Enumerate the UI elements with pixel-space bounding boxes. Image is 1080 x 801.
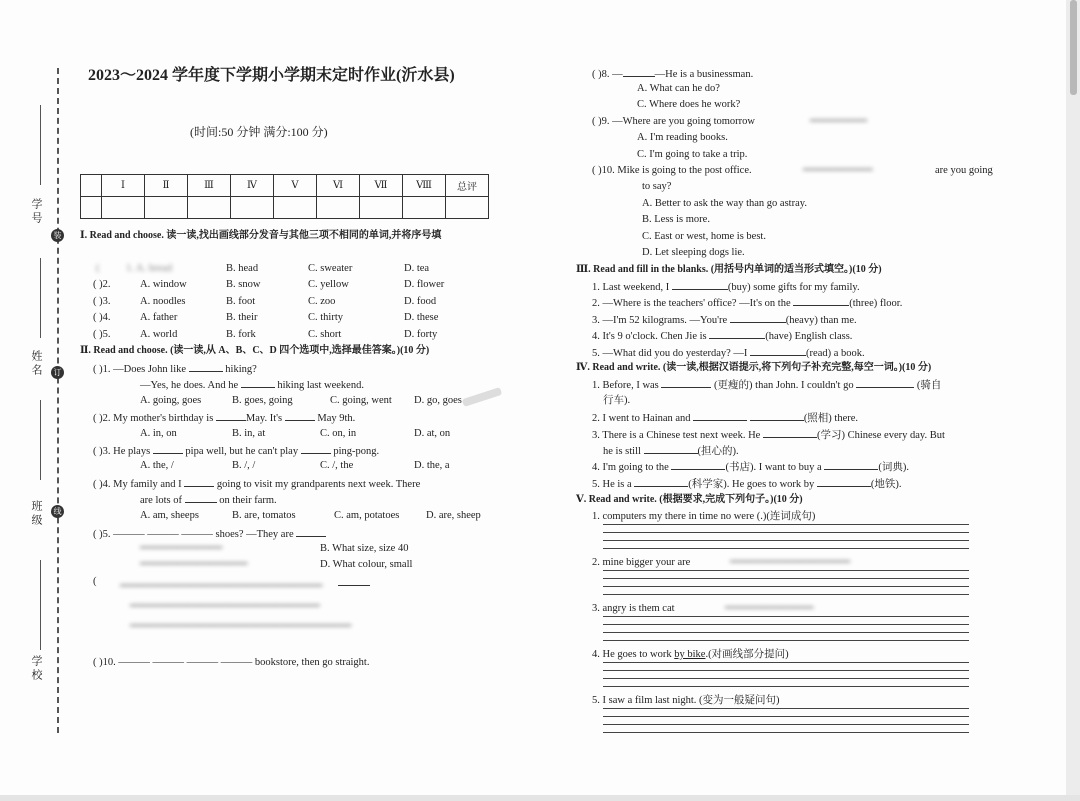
fill-line-1: [592, 279, 860, 294]
write-text: (学习) Chinese every day. But: [816, 430, 945, 441]
score-cell: [446, 197, 489, 219]
section-5-header: Ⅴ. Read and write. (根据要求,完成下列句子。)(10 分): [576, 494, 803, 505]
write-text: (骑自: [916, 380, 942, 391]
option-c: C. Where does he work?: [637, 99, 741, 110]
option-a: A. world: [140, 329, 178, 340]
write-line-5: [592, 476, 902, 491]
answer-line[interactable]: [603, 716, 969, 717]
answer-line[interactable]: [603, 532, 969, 533]
write-line-4: [592, 459, 909, 474]
score-cell: [403, 197, 446, 219]
option-d: D. Let sleeping dogs lie.: [642, 247, 745, 258]
answer-line[interactable]: [603, 686, 969, 687]
margin-label-school: 学 校: [30, 655, 42, 680]
question-10: ( )10. Mike is going to the post office.: [592, 165, 752, 176]
write-text: 1. Before, I was: [592, 380, 659, 391]
option-a: A. window: [140, 279, 187, 290]
scrollbar-thumb[interactable]: [1070, 0, 1077, 95]
option-a: A. am, sheeps: [140, 510, 199, 521]
score-cell: [317, 197, 360, 219]
fill-text: (buy) some gifts for my family.: [727, 282, 860, 293]
option-b: B. head: [226, 263, 259, 274]
option-c: C. zoo: [308, 296, 336, 307]
margin-label-class: 班 级: [30, 500, 42, 525]
option-c: C. East or west, home is best.: [642, 231, 766, 242]
q2-text: May 9th.: [317, 413, 356, 424]
score-cell: [231, 197, 274, 219]
option-b: B. foot: [226, 296, 256, 307]
question-10-left: ( )10. ——— ——— ——— ——— bookstore, then go straight.: [93, 657, 370, 668]
score-cell: [274, 197, 317, 219]
score-header: Ⅳ: [231, 175, 274, 197]
question-10-blurred: ━━━━━━━━━━━: [803, 165, 873, 176]
question-2: [93, 410, 355, 425]
q3-text: ping-pong.: [333, 446, 380, 457]
write-text: 3. There is a Chinese test next week. He: [592, 430, 761, 441]
option-b: B. their: [226, 312, 258, 323]
answer-blank[interactable]: [709, 328, 765, 339]
write-line-3b: [603, 443, 739, 458]
score-cell: [145, 197, 188, 219]
option-a: A. going, goes: [140, 395, 202, 406]
score-header: Ⅶ: [360, 175, 403, 197]
rewrite-prompt-2-blurred: ━━━━━━━━━━━━━━━━━━━: [730, 557, 851, 568]
option-c: C. I'm going to take a trip.: [637, 149, 748, 160]
rewrite-text: 4. He goes to work: [592, 649, 672, 660]
binding-mark: 线: [51, 505, 64, 518]
score-header: Ⅴ: [274, 175, 317, 197]
margin-rule: [40, 105, 41, 185]
margin-rule: [40, 258, 41, 338]
answer-line[interactable]: [603, 624, 969, 625]
option-a-blurred: ━━━━━━━━━━━━━: [140, 543, 223, 554]
question-10-tail: are you going: [935, 165, 993, 176]
question-6-blurred: ━━━━━━━━━━━━━━━━━━━━━━━━━━━━━━━━: [120, 581, 323, 592]
answer-line[interactable]: [603, 662, 969, 663]
option-b: B. are, tomatos: [232, 510, 296, 521]
section-4-header: Ⅳ. Read and write. (读一读,根据汉语提示,将下列句子补充完整,每空一词。)(10 分): [576, 362, 932, 373]
write-line-1: [592, 377, 941, 392]
option-d: D. forty: [404, 329, 438, 340]
q1-text: ( )1. —Does John like: [93, 364, 187, 375]
binding-mark: 订: [51, 366, 64, 379]
question-prefix: ( )5.: [93, 329, 111, 340]
answer-blank[interactable]: [750, 410, 804, 421]
binding-line: [57, 68, 59, 733]
fill-text: 3. —I'm 52 kilograms. —You're: [592, 315, 728, 326]
answer-line[interactable]: [603, 548, 969, 549]
question-1: [93, 361, 257, 376]
q2-text: May. It's: [245, 413, 283, 424]
answer-line[interactable]: [603, 670, 969, 671]
answer-blank[interactable]: [693, 410, 747, 421]
answer-blank[interactable]: [793, 295, 849, 306]
answer-blank[interactable]: [285, 410, 315, 421]
scrollbar[interactable]: [1066, 0, 1080, 801]
score-corner: [81, 175, 102, 197]
write-text: (更瘦的) than John. I couldn't go: [714, 380, 854, 391]
rewrite-prompt-4: [592, 648, 789, 661]
q8-text: ( )8. —: [592, 69, 623, 80]
underlined-phrase: by bike: [674, 649, 706, 660]
option-d: D. tea: [404, 263, 430, 274]
option-c-blurred: ━━━━━━━━━━━━━━━━━: [140, 559, 248, 570]
question-prefix: ( )4.: [93, 312, 111, 323]
q1-text: hiking?: [225, 364, 257, 375]
answer-blank[interactable]: [671, 459, 725, 470]
answer-line[interactable]: [603, 678, 969, 679]
write-text: 4. I'm going to the: [592, 462, 669, 473]
option-d: D. are, sheep: [426, 510, 481, 521]
section-2-header: Ⅱ. Read and choose. (读一读,从 A、B、C、D 四个选项中,选择最佳答案。)(10 分): [80, 345, 430, 356]
answer-blank[interactable]: [817, 476, 871, 487]
watermark: [462, 387, 503, 407]
score-cell: [102, 197, 145, 219]
answer-blank[interactable]: [661, 377, 711, 388]
option-a: 1. A. bread: [126, 263, 173, 274]
answer-line[interactable]: [603, 708, 969, 709]
option-b: B. fork: [226, 329, 256, 340]
option-b: B. snow: [226, 279, 261, 290]
q4-text: going to visit my grandparents next week. There: [216, 479, 421, 490]
fill-text: 2. —Where is the teachers' office? —It's on the: [592, 298, 791, 309]
option-a: A. I'm reading books.: [637, 132, 728, 143]
write-text: (地铁).: [870, 479, 902, 490]
q8-text: —He is a businessman.: [654, 69, 754, 80]
score-cell: [360, 197, 403, 219]
fill-text: 4. It's 9 o'clock. Chen Jie is: [592, 331, 707, 342]
write-text: he is still: [603, 446, 641, 457]
fill-line-2: [592, 295, 902, 310]
question-prefix: ( )2.: [93, 279, 111, 290]
write-line-3: [592, 427, 945, 442]
question-3: [93, 443, 379, 458]
q2-text: ( )2. My mother's birthday is: [93, 413, 214, 424]
write-text: (照相) there.: [803, 413, 859, 424]
rewrite-text: .(对画线部分提问): [705, 649, 789, 660]
write-line-1b: 行车).: [603, 395, 631, 406]
option-d: D. these: [404, 312, 439, 323]
page-subtitle: (时间:50 分钟 满分:100 分): [190, 125, 328, 139]
answer-blank[interactable]: [644, 443, 698, 454]
q1-text: hiking last weekend.: [277, 380, 364, 391]
rewrite-prompt-2: 2. mine bigger your are: [592, 557, 691, 568]
answer-blank[interactable]: [216, 410, 246, 421]
margin-label-name: 姓 名: [30, 350, 42, 375]
answer-line[interactable]: [603, 640, 969, 641]
question-4-line2: [140, 492, 277, 507]
answer-line[interactable]: [603, 578, 969, 579]
option-b: B. goes, going: [232, 395, 293, 406]
answer-line[interactable]: [603, 586, 969, 587]
answer-blank[interactable]: [296, 526, 326, 537]
question-10-line2: to say?: [642, 181, 672, 192]
margin-label-student-id: 学 号: [30, 198, 42, 223]
score-table: [80, 174, 489, 219]
option-c: C. /, the: [320, 460, 354, 471]
write-line-2: [592, 410, 858, 425]
q5-text: ( )5. ——— ——— ——— shoes? —They are: [93, 529, 294, 540]
q3-text: ( )3. He plays: [93, 446, 151, 457]
margin-rule: [40, 400, 41, 480]
answer-blank[interactable]: [623, 66, 655, 77]
question-9-blurred: ━━━━━━━━━: [810, 116, 867, 127]
answer-line[interactable]: [603, 540, 969, 541]
q4-text: on their farm.: [219, 495, 277, 506]
option-a: A. Better to ask the way than go astray.: [642, 198, 807, 209]
option-d: D. food: [404, 296, 437, 307]
option-c: C. am, potatoes: [334, 510, 400, 521]
rewrite-prompt-5: 5. I saw a film last night. (变为一般疑问句): [592, 695, 780, 706]
answer-line[interactable]: [603, 616, 969, 617]
write-text: (担心的).: [697, 446, 739, 457]
option-a: A. father: [140, 312, 178, 323]
answer-blank[interactable]: [241, 377, 275, 388]
option-a: A. the, /: [140, 460, 174, 471]
answer-blank[interactable]: [824, 459, 878, 470]
q4-text: are lots of: [140, 495, 182, 506]
option-c: C. sweater: [308, 263, 353, 274]
q4-text: ( )4. My family and I: [93, 479, 182, 490]
fill-text: (heavy) than me.: [785, 315, 857, 326]
page-title: 2023～2024 学年度下学期小学期末定时作业(沂水县): [88, 67, 455, 84]
option-b: B. Less is more.: [642, 214, 710, 225]
question-prefix: (: [96, 263, 100, 274]
answer-blank[interactable]: [672, 279, 728, 290]
answer-blank[interactable]: [301, 443, 331, 454]
binding-mark: 装: [51, 229, 64, 242]
option-c: C. yellow: [308, 279, 349, 290]
option-d: D. flower: [404, 279, 445, 290]
section-1-header: Ⅰ. Read and choose. 读一读,找出画线部分发音与其他三项不相同的单词,并将序号填: [80, 230, 442, 241]
score-header: Ⅷ: [403, 175, 446, 197]
answer-line[interactable]: [603, 724, 969, 725]
rewrite-prompt-1: 1. computers my there in time no were (.)(连词成句): [592, 511, 816, 522]
q3-text: pipa well, but he can't play: [185, 446, 299, 457]
answer-blank[interactable]: [184, 476, 214, 487]
answer-blank[interactable]: [153, 443, 183, 454]
fill-text: (read) a book.: [806, 348, 865, 359]
option-d: D. go, goes: [414, 395, 462, 406]
answer-line[interactable]: [603, 632, 969, 633]
q1-text: —Yes, he does. And he: [140, 380, 239, 391]
margin-rule: [40, 560, 41, 650]
option-c: C. short: [308, 329, 342, 340]
answer-blank[interactable]: [856, 377, 914, 388]
question-1-line2: [140, 377, 364, 392]
score-header: 总评: [446, 175, 489, 197]
question-7-blurred: ━━━━━━━━━━━━━━━━━━━━━━━━━━━━━━━━━━━: [130, 621, 352, 632]
answer-blank[interactable]: [185, 492, 217, 503]
answer-blank[interactable]: [750, 345, 806, 356]
fill-text: (three) floor.: [849, 298, 903, 309]
question-6-paren: (: [93, 576, 97, 587]
option-c: C. thirty: [308, 312, 344, 323]
question-8: [592, 66, 753, 81]
score-cell: [188, 197, 231, 219]
fill-text: 1. Last weekend, I: [592, 282, 670, 293]
question-6-blurred: ━━━━━━━━━━━━━━━━━━━━━━━━━━━━━━: [130, 601, 320, 612]
option-c: C. going, went: [330, 395, 392, 406]
fill-line-5: [592, 345, 865, 360]
answer-line[interactable]: [603, 594, 969, 595]
write-text: (词典).: [878, 462, 909, 473]
score-cell: [81, 197, 102, 219]
option-a: A. What can he do?: [637, 83, 720, 94]
answer-line[interactable]: [603, 570, 969, 571]
option-d: D. What colour, small: [320, 559, 413, 570]
option-b: B. /, /: [232, 460, 256, 471]
fill-line-4: [592, 328, 852, 343]
write-text: (科学家). He goes to work by: [688, 479, 815, 490]
answer-blank[interactable]: [730, 312, 786, 323]
answer-blank[interactable]: [338, 575, 370, 586]
score-header: Ⅱ: [145, 175, 188, 197]
question-9: ( )9. —Where are you going tomorrow: [592, 116, 755, 127]
answer-line[interactable]: [603, 732, 969, 733]
option-a: A. noodles: [140, 296, 186, 307]
score-header: Ⅲ: [188, 175, 231, 197]
option-b: B. What size, size 40: [320, 543, 409, 554]
answer-blank[interactable]: [634, 476, 688, 487]
write-text: 5. He is a: [592, 479, 632, 490]
fill-text: 5. —What did you do yesterday? —I: [592, 348, 748, 359]
question-5: [93, 526, 326, 541]
option-a: A. in, on: [140, 428, 177, 439]
score-header: Ⅵ: [317, 175, 360, 197]
answer-blank[interactable]: [189, 361, 223, 372]
section-3-header: Ⅲ. Read and fill in the blanks. (用括号内单词的适当形式填空。)(10 分): [576, 264, 882, 275]
rewrite-prompt-3-blurred: ━━━━━━━━━━━━━━: [725, 603, 814, 614]
answer-blank[interactable]: [763, 427, 817, 438]
question-prefix: ( )3.: [93, 296, 111, 307]
bottom-edge: [0, 795, 1080, 801]
option-d: D. the, a: [414, 460, 450, 471]
answer-line[interactable]: [603, 524, 969, 525]
option-d: D. at, on: [414, 428, 451, 439]
fill-line-3: [592, 312, 857, 327]
rewrite-prompt-3: 3. angry is them cat: [592, 603, 675, 614]
score-header: Ⅰ: [102, 175, 145, 197]
write-text: 2. I went to Hainan and: [592, 413, 691, 424]
fill-text: (have) English class.: [765, 331, 853, 342]
question-4: [93, 476, 420, 491]
option-b: B. in, at: [232, 428, 266, 439]
write-text: (书店). I want to buy a: [725, 462, 822, 473]
option-c: C. on, in: [320, 428, 357, 439]
